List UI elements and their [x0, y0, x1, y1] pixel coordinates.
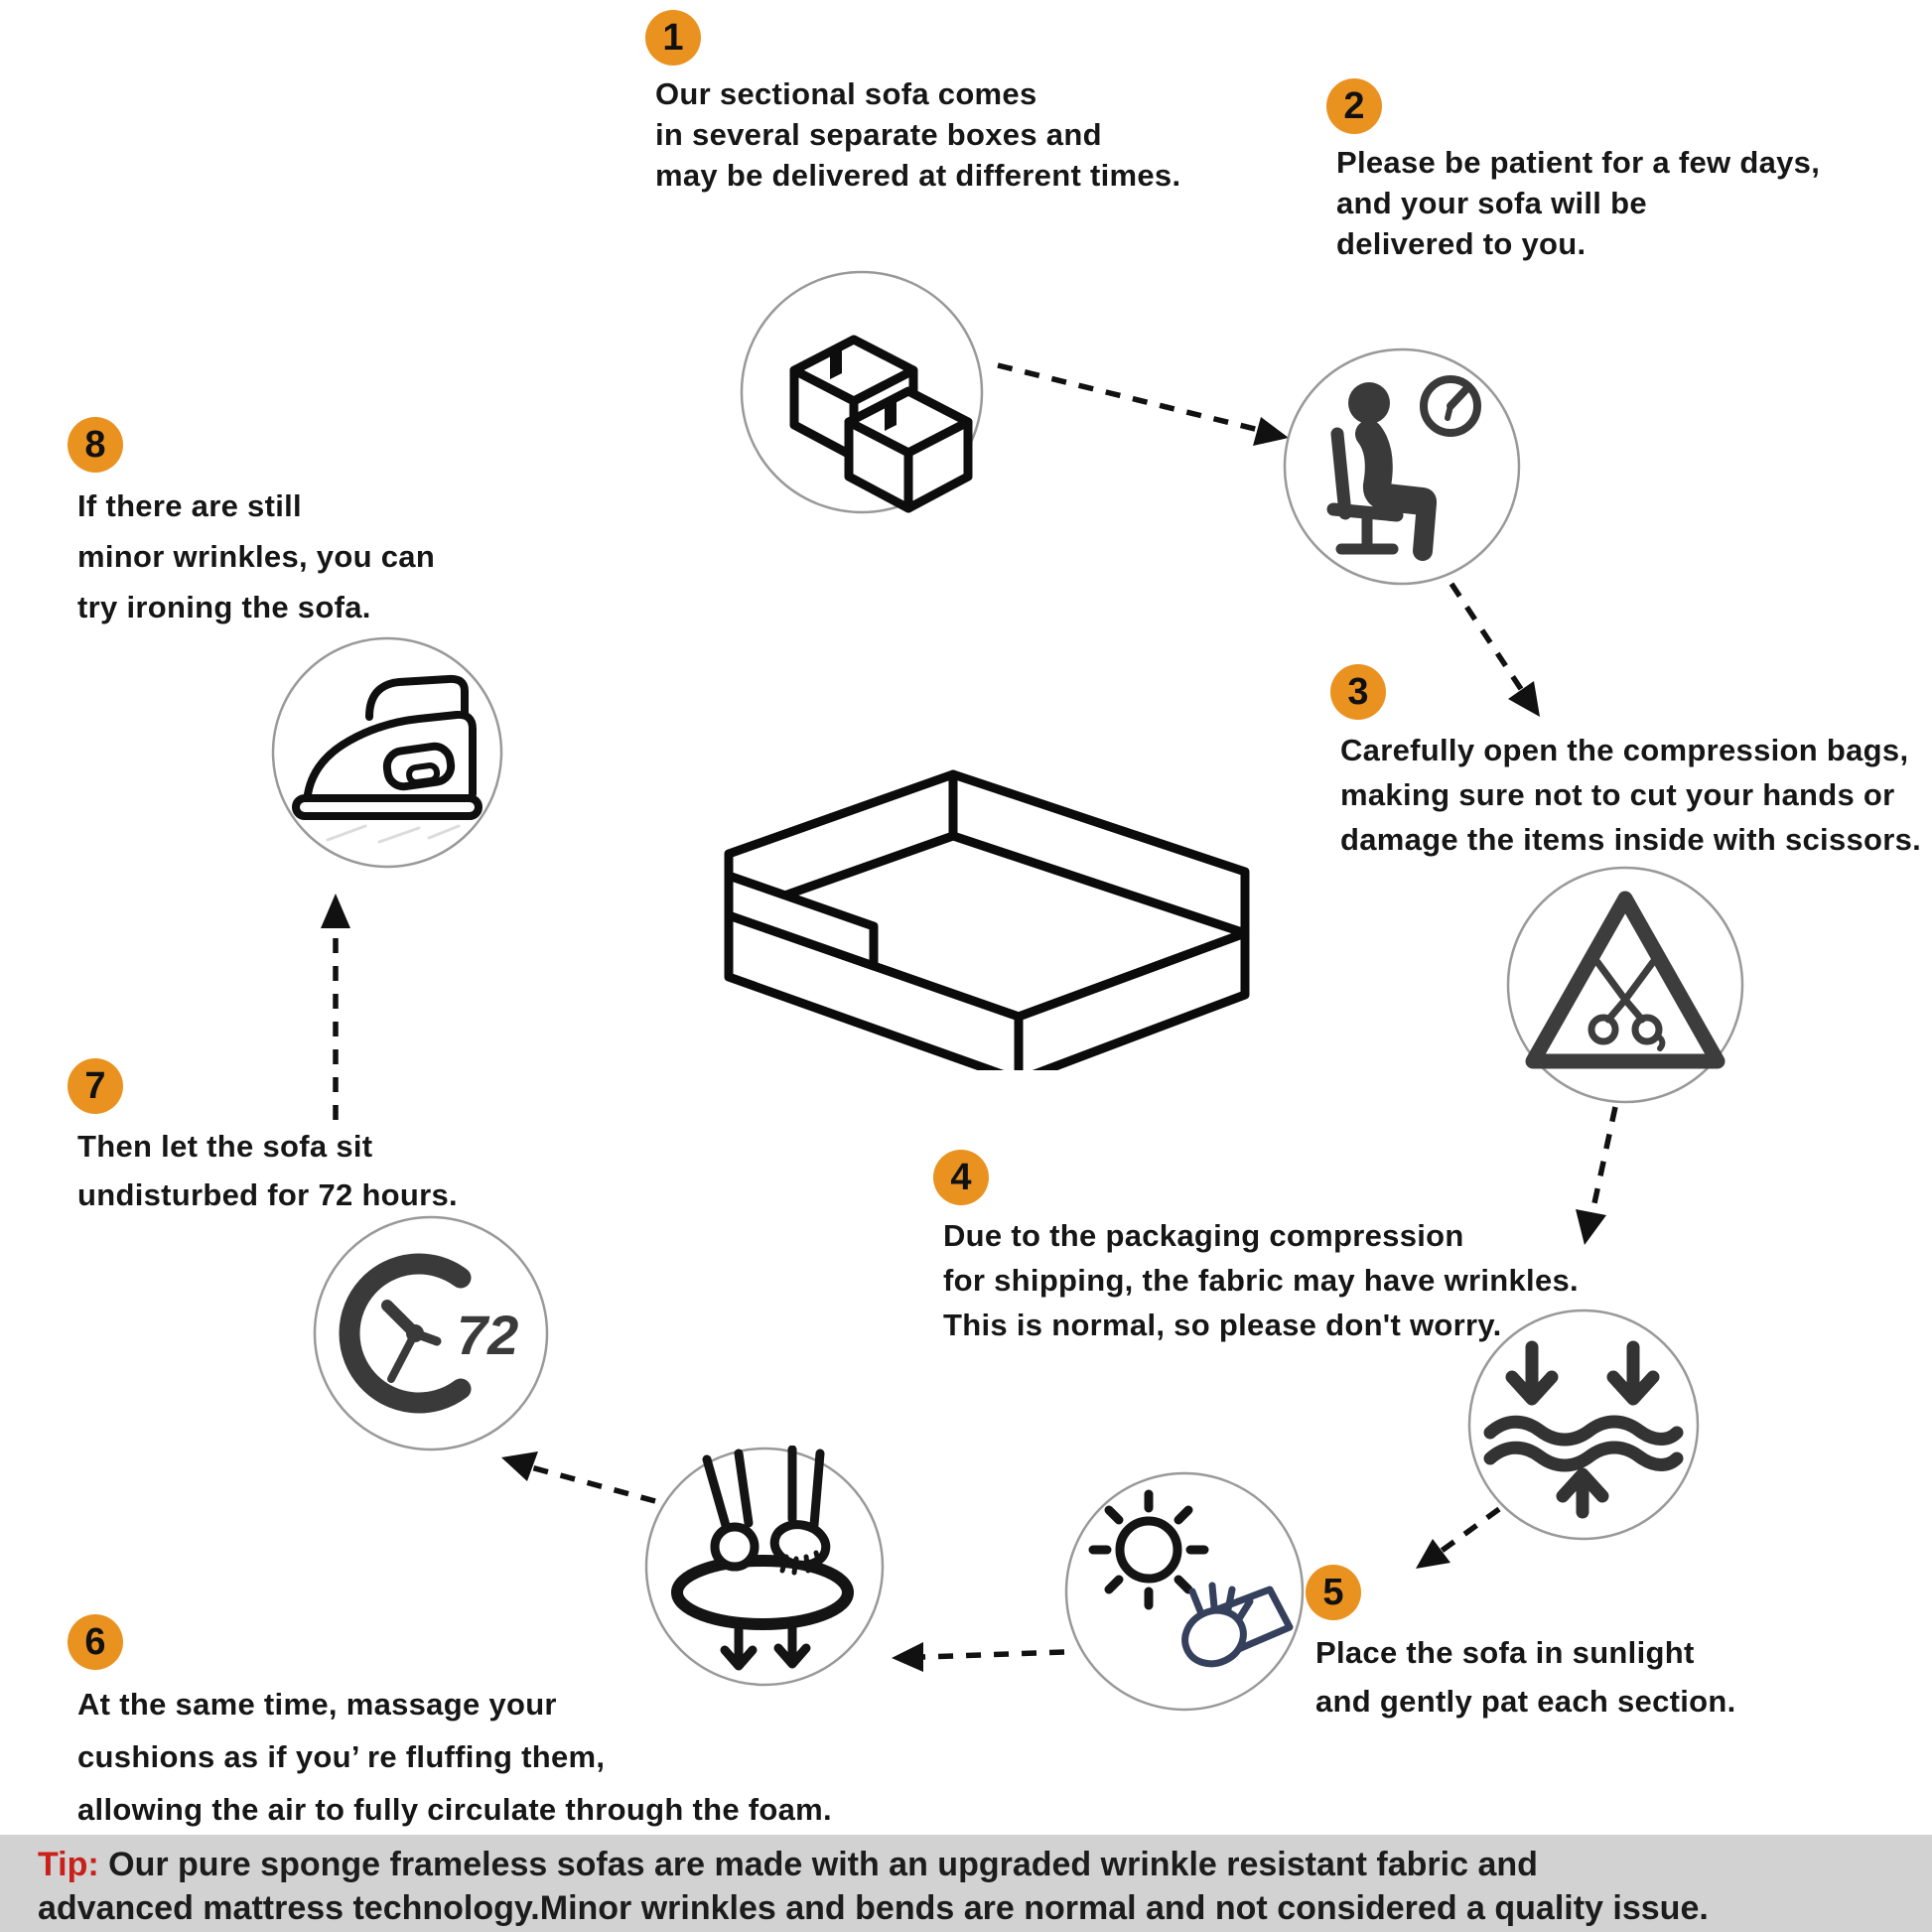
tip-label: Tip:: [38, 1846, 99, 1883]
step-4-text: Due to the packaging compression for shipping, the fabric may have wrinkles. This is normal, so please don't worry.: [943, 1218, 1579, 1342]
arrow-waiting-to-step3: [1451, 584, 1521, 689]
step-1: [655, 17, 1181, 196]
arrow-massage-to-clock: [531, 1467, 655, 1501]
step-2-badge: 2: [1326, 78, 1382, 134]
step-5-badge: 5: [1306, 1565, 1361, 1620]
massage-cushion-icon: [643, 1446, 886, 1688]
step-7: [77, 1065, 458, 1219]
step-4: [943, 1157, 1579, 1347]
arrow-boxes-to-waiting: [998, 365, 1259, 430]
step-7-badge: 7: [68, 1058, 123, 1114]
step-7-text: Then let the sofa sit undisturbed for 72 hours.: [77, 1129, 458, 1212]
iron-icon: [270, 635, 504, 870]
tip-line-2: advanced mattress technology.Minor wrinkles and bends are normal and not considered a quality issue.: [38, 1889, 1709, 1927]
step-5-text: Place the sofa in sunlight and gently pat each section.: [1315, 1635, 1736, 1719]
tip-line-1: [38, 1843, 1932, 1886]
arrow-sun-to-massage: [923, 1652, 1064, 1657]
step-2: [1336, 85, 1821, 264]
step-8-text: If there are still minor wrinkles, you can try ironing the sofa.: [77, 488, 436, 624]
scissors-warning-icon: [1505, 865, 1745, 1105]
sofa-illustration: [625, 683, 1281, 1070]
tip-bar: [0, 1835, 1932, 1932]
step-8-badge: 8: [68, 417, 123, 473]
step-5: [1315, 1572, 1736, 1725]
step-6: [77, 1621, 832, 1836]
step-2-text: Please be patient for a few days, and your sofa will be delivered to you.: [1336, 145, 1821, 261]
sunlight-pat-icon: [1063, 1470, 1306, 1713]
tip-text-1: Our pure sponge frameless sofas are made with an upgraded wrinkle resistant fabric and: [98, 1846, 1538, 1883]
step-6-badge: 6: [68, 1614, 123, 1670]
step-1-badge: 1: [645, 10, 701, 66]
step-1-text: Our sectional sofa comes in several separate boxes and may be delivered at different times.: [655, 76, 1181, 193]
arrow-scissors-to-step4: [1594, 1107, 1615, 1203]
step-6-text: At the same time, massage your cushions as if you’ re fluffing them, allowing the air to fully circulate through the foam.: [77, 1687, 832, 1827]
shipping-boxes-icon: [738, 268, 986, 516]
clock-72-hours-icon: [312, 1214, 550, 1452]
waiting-person-clock-icon: [1282, 346, 1522, 587]
step-8: [77, 424, 436, 632]
clock-72-label: 72: [457, 1304, 519, 1366]
step-4-badge: 4: [933, 1150, 989, 1205]
step-3-badge: 3: [1330, 664, 1386, 720]
step-3-text: Carefully open the compression bags, making sure not to cut your hands or damage the items inside with scissors.: [1340, 733, 1922, 857]
step-3: [1340, 671, 1922, 862]
